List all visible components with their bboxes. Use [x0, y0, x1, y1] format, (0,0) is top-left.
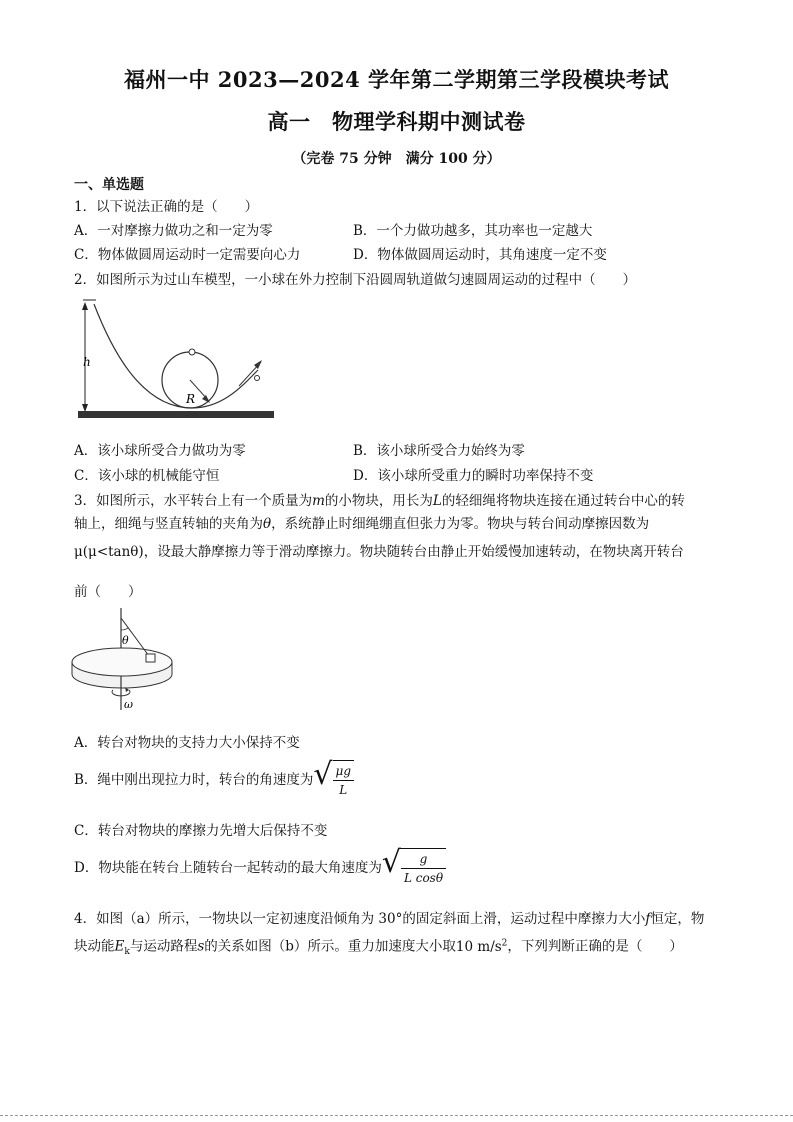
sqrt-expression-b: √ $\frac{\mu g}{L}$ [313, 760, 354, 799]
turntable-diagram [70, 604, 174, 716]
exam-subtitle: 高一 物理学科期中测试卷 [267, 109, 526, 134]
section-heading: 一、单选题 [74, 177, 144, 193]
height-label: h [83, 355, 91, 369]
var-f: f [645, 911, 651, 927]
q3-stem-line1: 3．如图所示，水平转台上有一个质量为m的小物块，用长为L的轻细绳将物块连接在通过转台中心的转 [74, 493, 685, 509]
friction-coefficient-expr: μ(μ<tanθ) [74, 544, 144, 560]
q4-stem-line2: 块动能$E_k$与运动路程s的关系如图（b）所示。重力加速度大小取10 $m/s^2$，下列判断正确的是（ ） [74, 938, 683, 958]
radius-label: R [186, 392, 196, 406]
q3-stem-line2: 轴上，细绳与竖直转轴的夹角为θ，系统静止时细绳绷直但张力为零。物块与转台间动摩擦因数为 [74, 516, 650, 532]
q1-option-b: B．一个力做功越多，其功率也一定越大 [353, 223, 593, 239]
q3-stem-line4: 前（ ） [74, 584, 142, 600]
q4-stem-line1: 4．如图（a）所示，一物块以一定初速度沿倾角为 30°的固定斜面上滑，运动过程中摩擦力大小f恒定，物 [74, 911, 705, 927]
q1-option-d: D．物体做圆周运动时，其角速度一定不变 [353, 247, 607, 263]
sqrt-expression-d: √ $\frac{g}{\text{L cosθ}}$ [382, 848, 446, 887]
roller-coaster-diagram [74, 296, 274, 424]
exam-title: 福州一中 2023—2024 学年第二学期第三学段模块考试 [123, 67, 669, 92]
q2-option-d: D．该小球所受重力的瞬时功率保持不变 [353, 468, 594, 484]
var-m: m [312, 493, 325, 509]
omega-label: ω [124, 698, 133, 711]
roller-coaster-figure [74, 296, 274, 424]
q2-stem: 2．如图所示为过山车模型，一小球在外力控制下沿圆周轨道做匀速圆周运动的过程中（ ） [74, 272, 637, 288]
gravity-value: 10 $m/s^2$ [455, 938, 508, 955]
q2-option-a: A．该小球所受合力做功为零 [74, 443, 246, 459]
page-bottom-divider [0, 1115, 793, 1116]
var-L: L [432, 493, 442, 509]
q3-option-a: A．转台对物块的支持力大小保持不变 [74, 735, 300, 751]
q3-option-c: C．转台对物块的摩擦力先增大后保持不变 [74, 823, 328, 839]
turntable-figure [70, 604, 174, 716]
q2-option-b: B．该小球所受合力始终为零 [353, 443, 525, 459]
var-theta: θ [263, 516, 272, 532]
q2-option-c: C．该小球的机械能守恒 [74, 468, 220, 484]
q3-option-d: D．物块能在转台上随转台一起转动的最大角速度为 √ $\frac{g}{\text{L cosθ}}$ [74, 848, 446, 887]
q3-option-b: B．绳中刚出现拉力时，转台的角速度为 √ $\frac{\mu g}{L}$ [74, 760, 354, 799]
q1-option-a: A．一对摩擦力做功之和一定为零 [74, 223, 273, 239]
q1-option-c: C．物体做圆周运动时一定需要向心力 [74, 247, 301, 263]
var-s: s [197, 938, 205, 955]
exam-note: （完卷 75 分钟 满分 100 分） [292, 151, 501, 167]
q3-stem-line3: μ(μ<tanθ)，设最大静摩擦力等于滑动摩擦力。物块随转台由静止开始缓慢加速转动，在物块离开转台 [74, 544, 684, 560]
var-ek: E [114, 938, 125, 955]
q1-stem: 1．以下说法正确的是（ ） [74, 199, 259, 215]
theta-label: θ [122, 634, 129, 647]
